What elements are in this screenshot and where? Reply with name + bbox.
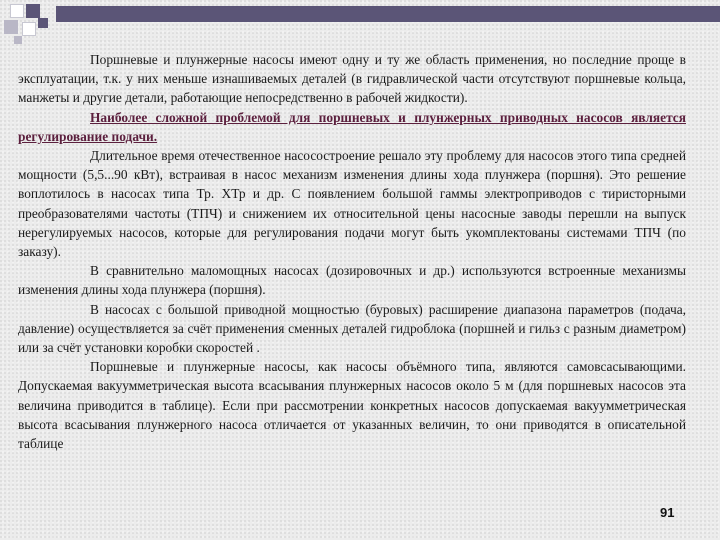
highlighted-paragraph xyxy=(18,108,686,146)
paragraph: Поршневые и плунжерные насосы, как насосы объёмного типа, являются самовсасывающими. Допускаемая вакуумметрическая высота всасывания плунжерных насосов около 5 м (для поршневых насосов эта величина приводится в таблице). Если при рассмотрении конкретных насосов допускаемая вакуумметрическая высота всасывания плунжерного насоса отличается от указанных величин, то они приводятся в описательной таблице xyxy=(18,359,686,452)
decor-square xyxy=(38,18,48,28)
decor-square xyxy=(22,22,36,36)
decor-square xyxy=(26,4,40,18)
paragraph: В насосах с большой приводной мощностью (буровых) расширение диапазона параметров (подача, давление) осуществляется за счёт применения сменных деталей гидроблока (поршней и гильз с разным диаметром) или за счёт установки коробки скоростей . xyxy=(18,301,686,356)
page-number: 91 xyxy=(660,505,675,520)
decor-square xyxy=(4,20,18,34)
paragraph: В сравнительно маломощных насосах (дозировочных и др.) используются встроенные механизмы изменения длины хода плунжера (поршня). xyxy=(18,263,686,298)
decorative-header xyxy=(0,0,720,48)
decor-square xyxy=(10,4,24,18)
highlight-text: Наиболее сложной проблемой для поршневых и плунжерных приводных насосов является регулирование подачи. xyxy=(18,109,686,144)
paragraph: Длительное время отечественное насосостроение решало эту проблему для насосов этого типа средней мощности (5,5...90 кВт), встраивая в насос механизм изменения длины хода плунжера (поршня). Это решение воплотилось в насосах типа Тр. ХТр и др. С появлением большой гаммы электроприводов с тиристорными преобразователями частоты (ТПЧ) и снижением их относительной цены насосные заводы перешли на выпуск нерегулируемых насосов, которые для регулирования подачи могут быть укомплектованы системами ТПЧ (по заказу). xyxy=(18,148,686,260)
decor-square xyxy=(14,36,22,44)
document-body xyxy=(18,50,686,453)
header-bar xyxy=(56,6,720,22)
paragraph: Поршневые и плунжерные насосы имеют одну и ту же область применения, но последние проще в эксплуатации, т.к. у них меньше изнашиваемых деталей (в гидравлической части отсутствуют поршневые кольца, манжеты и другие детали, работающие непосредственно в рабочей жидкости). xyxy=(18,52,686,106)
